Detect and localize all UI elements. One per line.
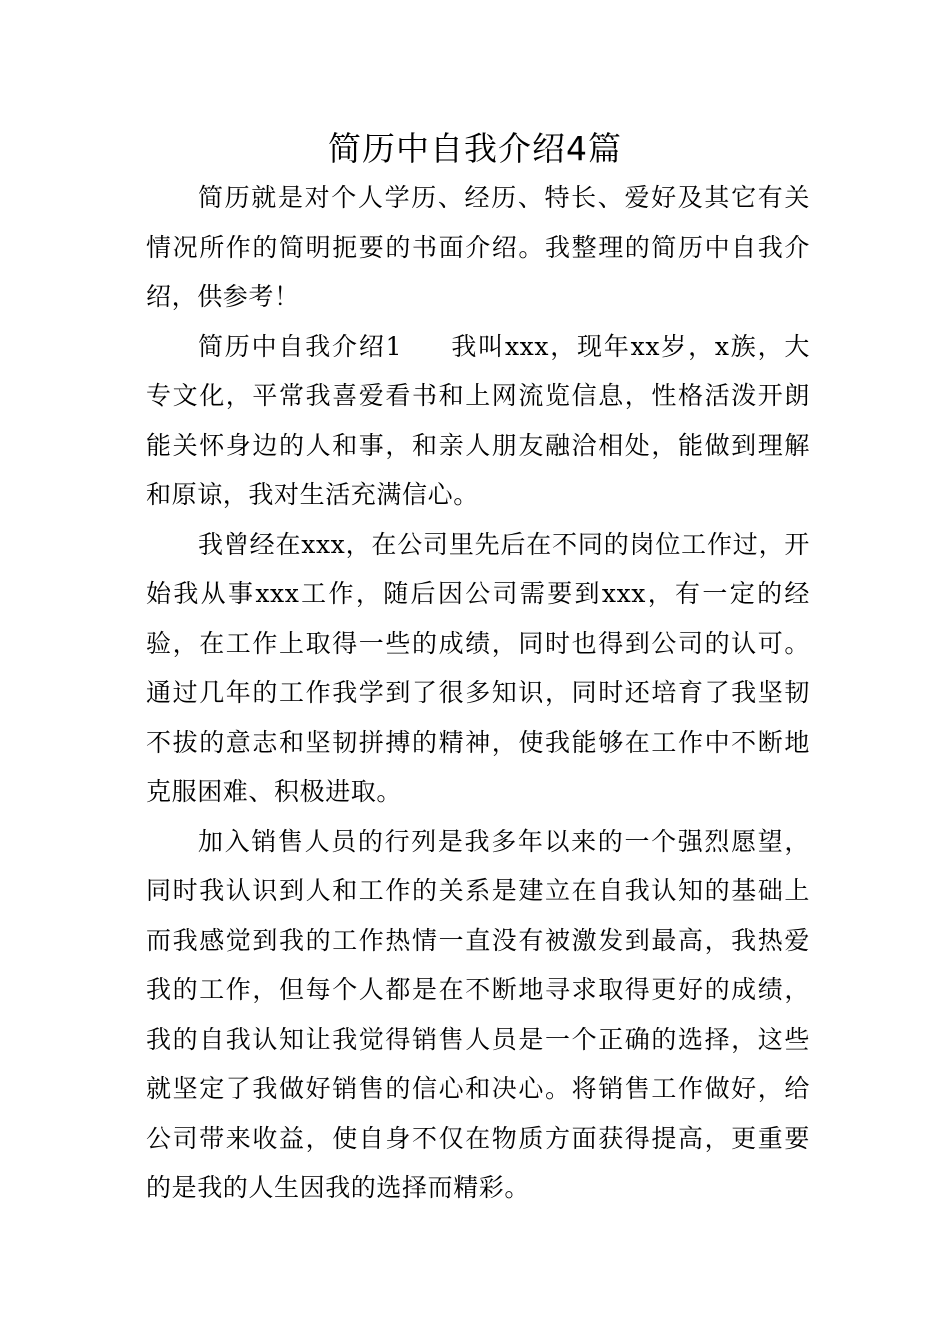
experience-paragraph: 我曾经在xxx，在公司里先后在不同的岗位工作过，开始我从事xxx工作，随后因公司需要到xxx，有一定的经验，在工作上取得一些的成绩，同时也得到公司的认可。通过几年的工作我学到了很多知识，同时还培育了我坚韧不拔的意志和坚韧拼搏的精神，使我能够在工作中不断地克服困难、积极进取。 xyxy=(146,529,810,806)
intro-paragraph: 简历就是对个人学历、经历、特长、爱好及其它有关情况所作的简明扼要的书面介绍。我整理的简历中自我介绍，供参考！ xyxy=(146,183,810,311)
document-body xyxy=(146,173,810,1213)
section-1-text: 我叫xxx，现年xx岁，x族，大专文化，平常我喜爱看书和上网流览信息，性格活泼开朗能关怀身边的人和事，和亲人朋友融洽相处，能做到理解和原谅，我对生活充满信心。 xyxy=(146,331,810,509)
document-title: 简历中自我介绍4篇 xyxy=(328,129,622,168)
section-1-paragraph xyxy=(146,322,810,520)
section-1-heading: 简历中自我介绍1 xyxy=(198,331,403,361)
sales-motivation-paragraph: 加入销售人员的行列是我多年以来的一个强烈愿望，同时我认识到人和工作的关系是建立在自我认知的基础上而我感觉到我的工作热情一直没有被激发到最高，我热爱我的工作，但每个人都是在不断地寻求取得更好的成绩，我的自我认知让我觉得销售人员是一个正确的选择，这些就坚定了我做好销售的信心和决心。将销售工作做好，给公司带来收益，使自身不仅在物质方面获得提高，更重要的是我的人生因我的选择而精彩。 xyxy=(146,826,810,1202)
